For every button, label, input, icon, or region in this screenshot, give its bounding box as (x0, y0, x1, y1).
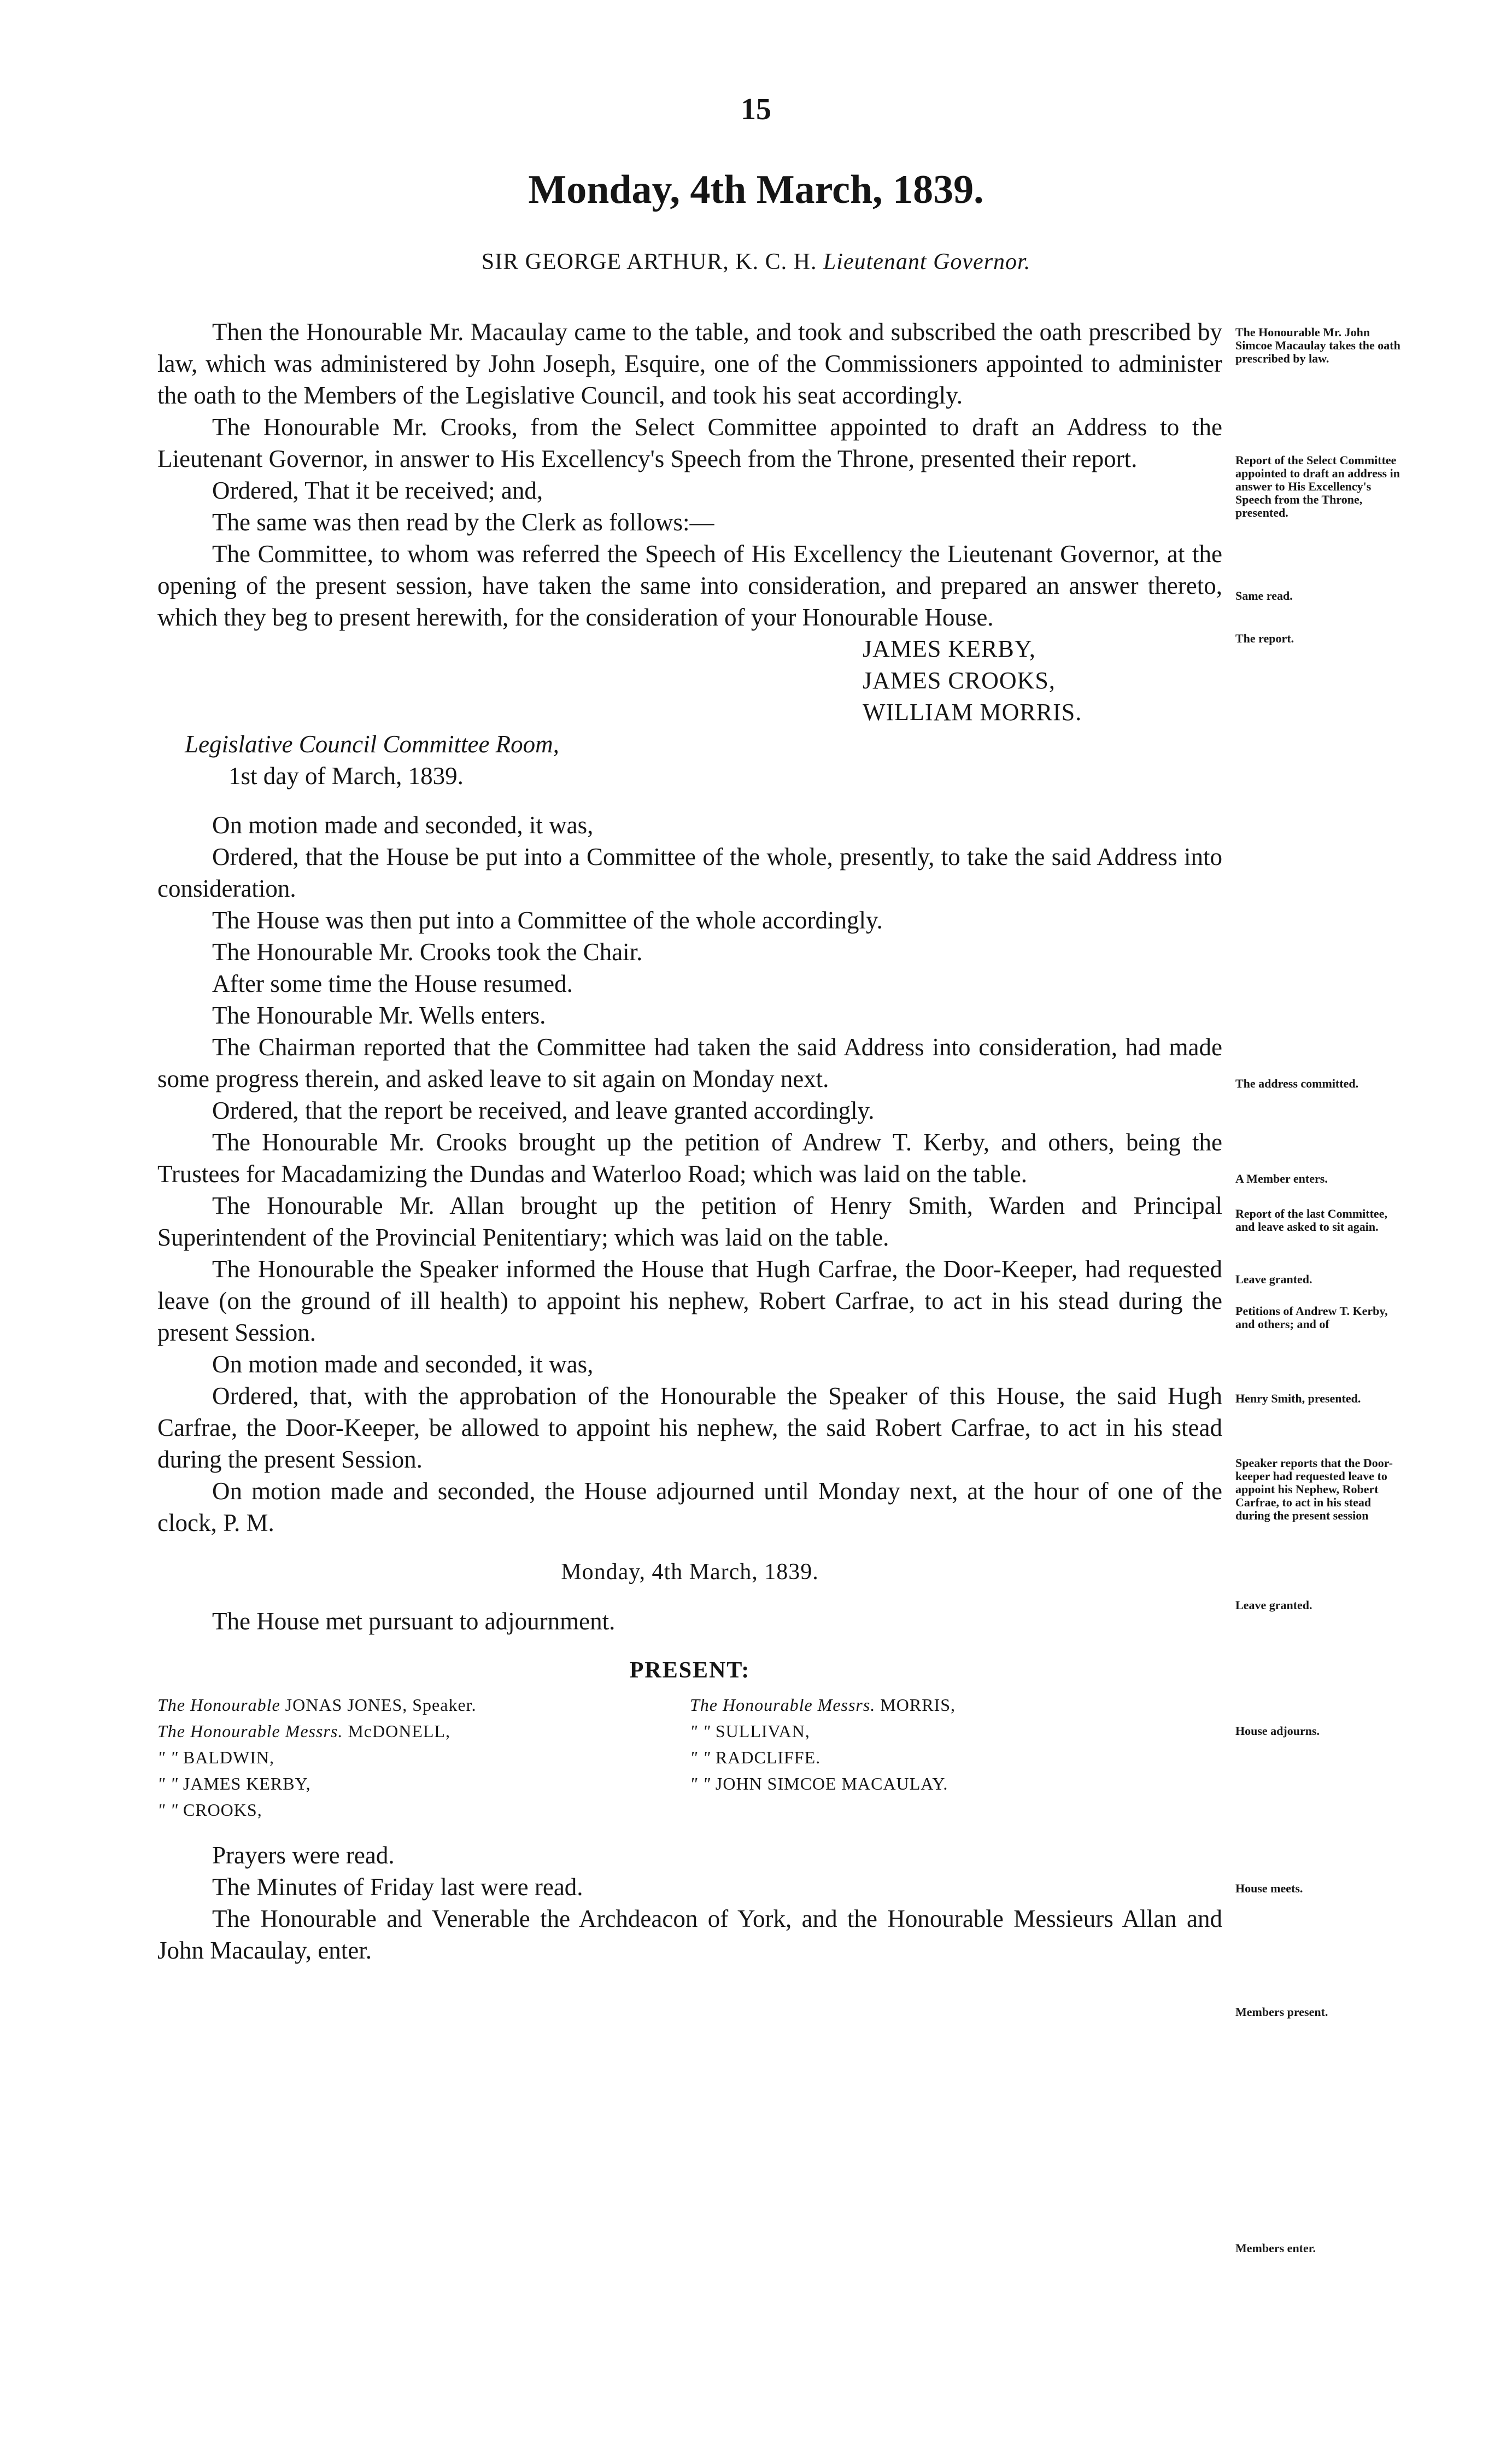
journal-body (157, 316, 1222, 1966)
margin-note: Members present. (1235, 2005, 1328, 2019)
member-entry: The Honourable Messrs. McDONELL, (157, 1721, 450, 1741)
paragraph: The same was then read by the Clerk as follows:— (212, 509, 714, 536)
governor-line (0, 249, 1512, 275)
paragraph: The Chairman reported that the Committee had taken the said Address into consideration, had made some progress therein, and asked leave to sit again on Monday next. (157, 1033, 1222, 1092)
paragraph: Then the Honourable Mr. Macaulay came to the table, and took and subscribed the oath prescribed by law, which was administered by John Joseph, Esquire, one of the Commissioners appointed to administer the oath to the Members of the Legislative Council, and took his seat accordingly. (157, 318, 1222, 409)
margin-note: House meets. (1235, 1881, 1303, 1895)
margin-note: House adjourns. (1235, 1724, 1320, 1738)
paragraph: The Honourable Mr. Crooks brought up the petition of Andrew T. Kerby, and others, being the Trustees for Macadamizing the Dundas and Waterloo Road; which was laid on the table. (157, 1129, 1222, 1188)
signatory: WILLIAM MORRIS. (863, 699, 1082, 726)
signatory: JAMES CROOKS, (863, 667, 1056, 694)
paragraph: The Honourable Mr. Crooks took the Chair. (212, 938, 643, 966)
members-left-column (157, 1692, 690, 1823)
page-number: 15 (741, 92, 771, 126)
member-entry: " " JAMES KERBY, (157, 1774, 311, 1793)
paragraph: Prayers were read. (212, 1842, 395, 1869)
governor-name: SIR GEORGE ARTHUR, K. C. H. (481, 249, 817, 274)
margin-note: Henry Smith, presented. (1235, 1392, 1361, 1405)
paragraph: On motion made and seconded, it was, (212, 811, 594, 839)
member-entry: " " BALDWIN, (157, 1748, 274, 1767)
paragraph: Ordered, that the House be put into a Committee of the whole, presently, to take the said Address into consideration. (157, 843, 1222, 902)
paragraph: Ordered, That it be received; and, (212, 477, 543, 504)
margin-note: The report. (1235, 632, 1294, 645)
paragraph: The Honourable and Venerable the Archdeacon of York, and the Honourable Messieurs Allan and John Macaulay, enter. (157, 1905, 1222, 1964)
margin-note: A Member enters. (1235, 1172, 1328, 1185)
margin-note: Report of the Select Committee appointed to draft an address in answer to His Excellency's Speech from the Throne, presented. (1235, 453, 1400, 519)
margin-note: Leave granted. (1235, 1598, 1312, 1612)
second-date-heading: Monday, 4th March, 1839. (561, 1559, 819, 1585)
signatory: JAMES KERBY, (863, 635, 1036, 662)
member-entry: " " SULLIVAN, (690, 1721, 810, 1741)
paragraph: The Minutes of Friday last were read. (212, 1873, 583, 1901)
paragraph: The Honourable Mr. Crooks, from the Select Committee appointed to draft an Address to the Lieutenant Governor, in answer to His Excellency's Speech from the Throne, presented their report. (157, 413, 1222, 472)
paragraph: The Committee, to whom was referred the Speech of His Excellency the Lieutenant Governor, at the opening of the present session, have taken the same into consideration, and prepared an answer thereto, which they beg to present herewith, for the consideration of your Honourable House. (157, 540, 1222, 631)
members-list (157, 1692, 1222, 1823)
paragraph: The Honourable Mr. Wells enters. (212, 1002, 546, 1029)
paragraph: The Honourable Mr. Allan brought up the petition of Henry Smith, Warden and Principal Superintendent of the Provincial Penitentiary; which was laid on the table. (157, 1192, 1222, 1251)
member-entry: " " RADCLIFFE. (690, 1748, 821, 1767)
margin-note: Leave granted. (1235, 1272, 1312, 1286)
committee-room: Legislative Council Committee Room, (185, 730, 559, 758)
paragraph: On motion made and seconded, it was, (212, 1351, 594, 1378)
paragraph: The House met pursuant to adjournment. (212, 1608, 616, 1635)
member-entry: The Honourable JONAS JONES, Speaker. (157, 1695, 477, 1715)
members-right-column (690, 1692, 1222, 1823)
committee-date: 1st day of March, 1839. (228, 762, 464, 790)
governor-title: Lieutenant Governor. (823, 249, 1031, 274)
margin-note: Members enter. (1235, 2241, 1316, 2255)
present-heading: PRESENT: (629, 1658, 751, 1683)
margin-note: Petitions of Andrew T. Kerby, and others; and of (1235, 1304, 1388, 1331)
member-entry: The Honourable Messrs. MORRIS, (690, 1695, 956, 1715)
signatories (863, 633, 1222, 728)
margin-note: Report of the last Committee, and leave asked to sit again. (1235, 1207, 1387, 1234)
paragraph: The Honourable the Speaker informed the House that Hugh Carfrae, the Door-Keeper, had requested leave (on the ground of ill health) to appoint his nephew, Robert Carfrae, to act in his stead during the present Session. (157, 1255, 1222, 1346)
margin-note: The Honourable Mr. John Simcoe Macaulay takes the oath prescribed by law. (1235, 325, 1400, 365)
member-entry: " " JOHN SIMCOE MACAULAY. (690, 1774, 948, 1793)
margin-note: The address committed. (1235, 1077, 1359, 1090)
margin-note: Speaker reports that the Door-keeper had requested leave to appoint his Nephew, Robert Carfrae, to act in his stead during the present session (1235, 1456, 1393, 1522)
paragraph: Ordered, that the report be received, and leave granted accordingly. (212, 1097, 875, 1124)
paragraph: On motion made and seconded, the House adjourned until Monday next, at the hour of one of the clock, P. M. (157, 1477, 1222, 1536)
date-heading: Monday, 4th March, 1839. (528, 167, 984, 212)
paragraph: Ordered, that, with the approbation of the Honourable the Speaker of this House, the said Hugh Carfrae, the Door-Keeper, be allowed to appoint his nephew, the said Robert Carfrae, to act in his stead during the present Session. (157, 1382, 1222, 1473)
member-entry: " " CROOKS, (157, 1800, 262, 1820)
paragraph: The House was then put into a Committee of the whole accordingly. (212, 907, 883, 934)
margin-note: Same read. (1235, 589, 1293, 603)
paragraph: After some time the House resumed. (212, 970, 573, 997)
